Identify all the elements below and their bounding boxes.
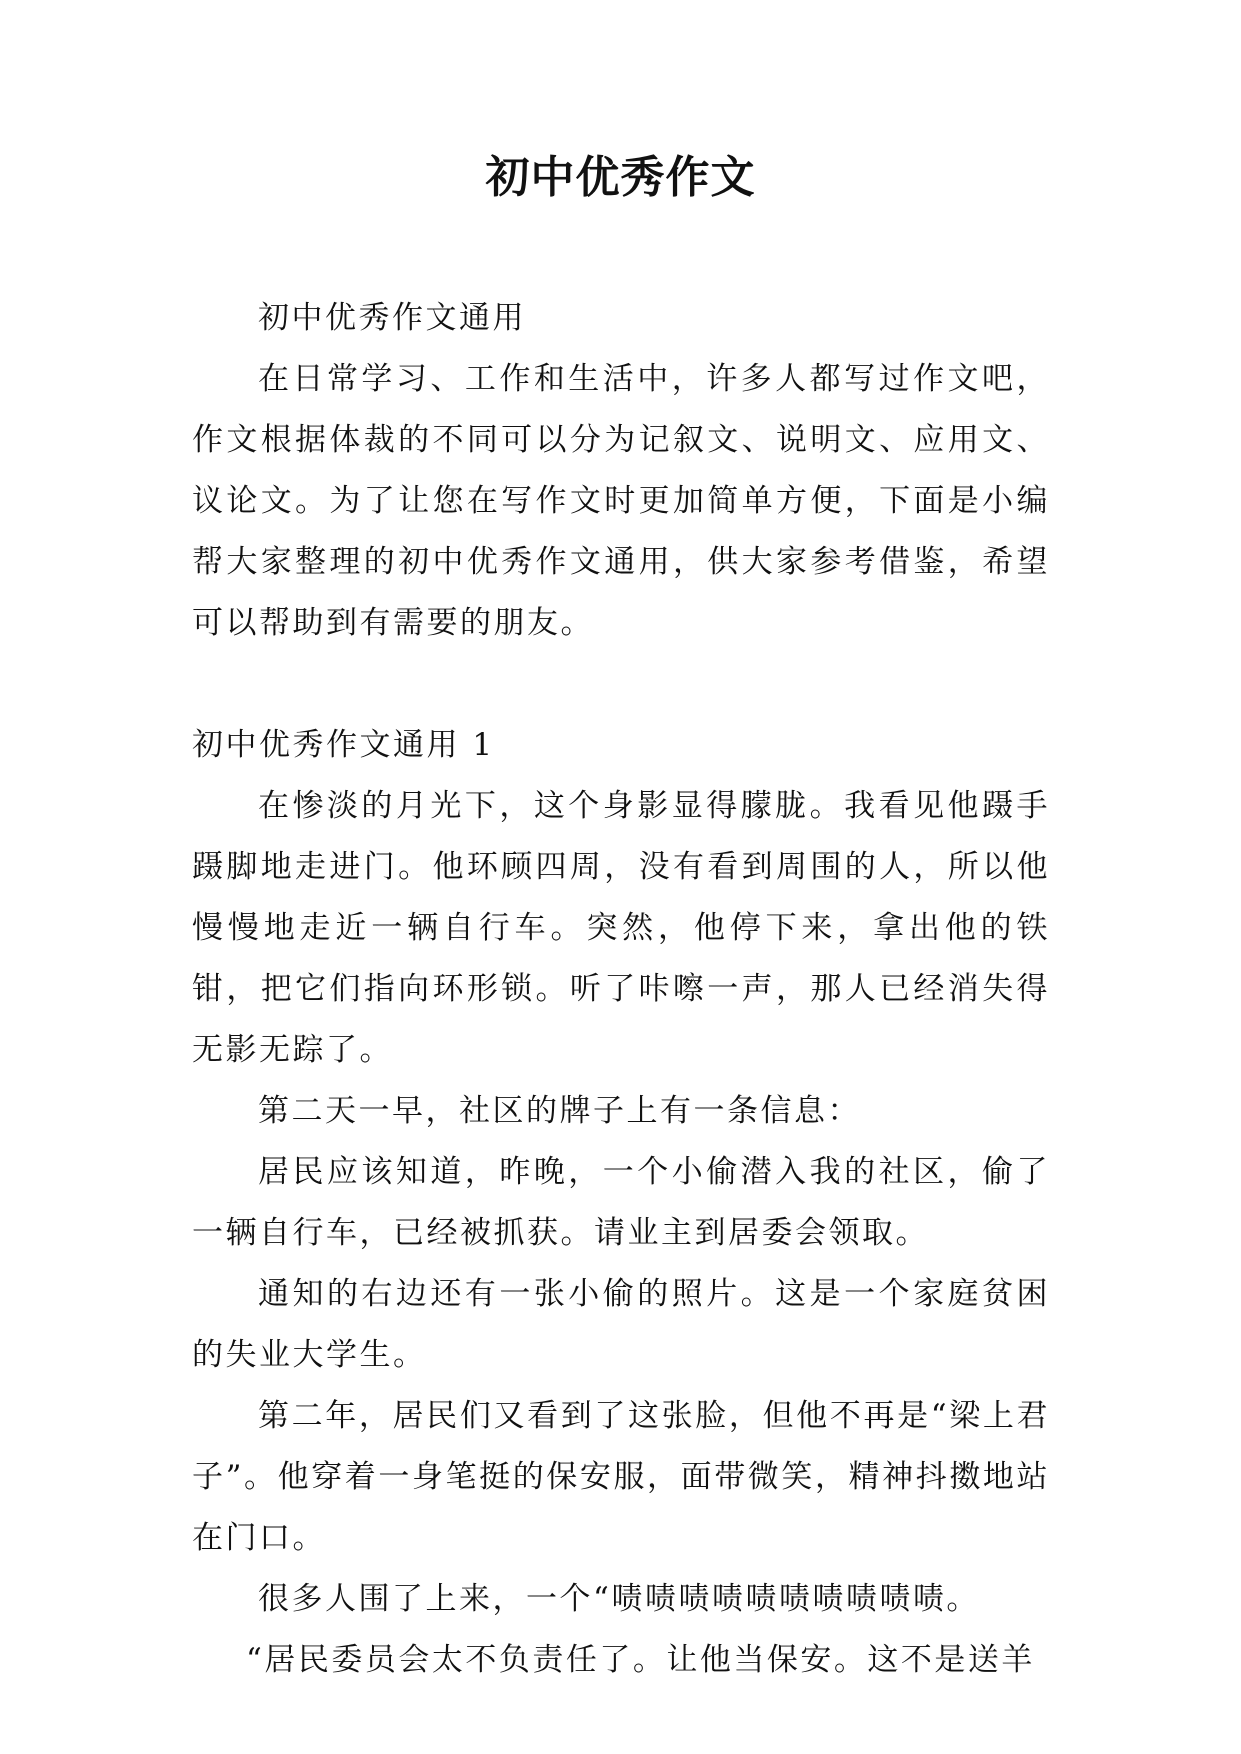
- intro-paragraph: 在日常学习、工作和生活中，许多人都写过作文吧，作文根据体裁的不同可以分为记叙文、说明文、应用文、议论文。为了让您在写作文时更加简单方便，下面是小编帮大家整理的初中优秀作文通用，供大家参考借鉴，希望可以帮助到有需要的朋友。: [192, 361, 1050, 641]
- document-body: [192, 288, 1050, 1691]
- story-paragraph-7: “居民委员会太不负责任了。让他当保安。这不是送羊: [246, 1642, 1035, 1678]
- story-paragraph-5: 第二年，居民们又看到了这张脸，但他不再是“梁上君子”。他穿着一身笔挺的保安服，面带微笑，精神抖擞地站在门口。: [192, 1398, 1050, 1556]
- story-paragraph-3: 居民应该知道，昨晚，一个小偷潜入我的社区，偷了一辆自行车，已经被抓获。请业主到居委会领取。: [192, 1154, 1050, 1251]
- section-gap: [192, 654, 1050, 715]
- story-paragraph-6: 很多人围了上来，一个“啧啧啧啧啧啧啧啧啧啧。: [258, 1581, 980, 1617]
- section-heading: 初中优秀作文通用 1: [192, 727, 495, 763]
- document-title: 初中优秀作文: [485, 152, 756, 203]
- story-paragraph-4: 通知的右边还有一张小偷的照片。这是一个家庭贫困的失业大学生。: [192, 1276, 1050, 1373]
- intro-heading: 初中优秀作文通用: [258, 300, 526, 336]
- story-paragraph-1: 在惨淡的月光下，这个身影显得朦胧。我看见他蹑手蹑脚地走进门。他环顾四周，没有看到周围的人，所以他慢慢地走近一辆自行车。突然，他停下来，拿出他的铁钳，把它们指向环形锁。听了咔嚓一声，那人已经消失得无影无踪了。: [192, 788, 1050, 1068]
- story-paragraph-2: 第二天一早，社区的牌子上有一条信息：: [258, 1093, 861, 1129]
